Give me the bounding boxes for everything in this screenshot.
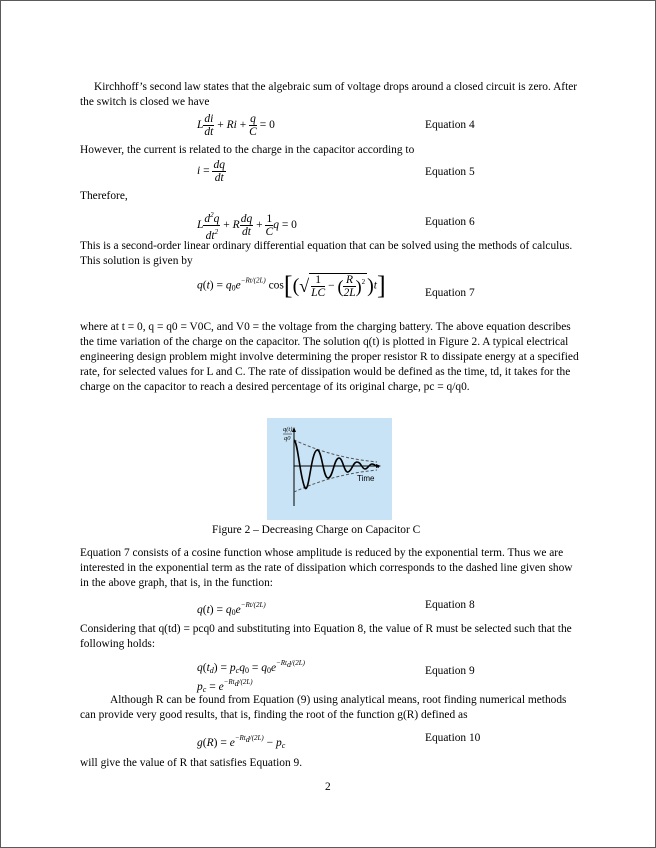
equation-4-label: Equation 4 [425, 119, 475, 131]
upper-envelope-line [294, 440, 377, 462]
equation-9-line-2: $p_c = e^{-Rt_d/(2L)}$ [197, 678, 253, 694]
figure-caption: Figure 2 – Decreasing Charge on Capacitor C [212, 524, 421, 536]
paragraph-root-finding: Although R can be found from Equation (9) using analytical means, root finding numerical methods can provide very good results, that is, finding the root of the function g(R) defined as [80, 694, 567, 721]
paragraph-considering: Considering that q(td) = pcq0 and substituting into Equation 8, the value of R must be selected such that the following holds: [80, 623, 572, 650]
equation-6: L $\frac{d^2q}{dt^2}$ + R $\frac{dq}{dt}$ + $\frac{1}{C}$ q = 0 [197, 211, 297, 242]
decay-plot [267, 418, 392, 520]
y-label-top: q(t) [283, 426, 293, 433]
equation-7: $q(t) = q_0e^{-Rt/(2L)}$ cos[(√ $\frac{1}{LC}$ − ( $\frac{R}{2L}$ )$^2$ )t] [197, 271, 386, 300]
paragraph-equation7-explained: Equation 7 consists of a cosine function whose amplitude is reduced by the exponential term. Thus we are interested in the exponential term as the rate of dissipation which corresponds to the dashed line given show in the above graph, that is, in the function: [80, 547, 573, 589]
equation-5-label: Equation 5 [425, 166, 475, 178]
paragraph-current: However, the current is related to the charge in the capacitor according to [80, 144, 415, 156]
paragraph-therefore: Therefore, [80, 190, 128, 202]
equation-10: $g(R) = e^{-Rt_d/(2L)} - p_c$ [197, 734, 286, 750]
paragraph-kirchhoff: Kirchhoff’s second law states that the algebraic sum of voltage drops around a closed circuit is zero. After the switch is closed we have [80, 81, 578, 108]
equation-4: L $\frac{di}{dt}$ + Ri + $\frac{q}{C}$ = 0 [197, 113, 275, 138]
equation-8-label: Equation 8 [425, 599, 475, 611]
y-label-bottom: q0 [284, 435, 291, 442]
paragraph-conclusion: will give the value of R that satisfies Equation 9. [80, 757, 303, 769]
paragraph-second-order: This is a second-order linear ordinary differential equation that can be solved using the methods of calculus. This solution is given by [80, 240, 573, 267]
equation-6-label: Equation 6 [425, 216, 475, 228]
equation-8: $q(t) = q_0e^{-Rt/(2L)}$ [197, 601, 266, 617]
paragraph-solution: where at t = 0, q = q0 = V0C, and V0 = the voltage from the charging battery. The above equation describes the time variation of the charge on the capacitor. The solution q(t) is plotted in Figure 2. A typical electrical engineering design problem might involve determining the proper resistor R to dissipate energy at a specified rate, for selected values for L and C. The rate of dissipation would be defined as the time, td, it takes for the charge on the capacitor to reach a desired percentage of its original charge, pc = q/q0. [80, 321, 579, 393]
x-label-time: Time [357, 474, 375, 483]
equation-5: i = $\frac{dq}{dt}$ [197, 159, 225, 184]
equation-9-line-1: $q(t_d) = p_cq_0 = q_0e^{-Rt_d/(2L)}$ [197, 659, 305, 675]
equation-9-label: Equation 9 [425, 665, 475, 677]
page-number: 2 [325, 781, 331, 793]
figure-decaying-charge [267, 418, 392, 520]
equation-10-label: Equation 10 [425, 732, 481, 744]
y-axis-arrow [292, 427, 296, 432]
equation-7-label: Equation 7 [425, 287, 475, 299]
